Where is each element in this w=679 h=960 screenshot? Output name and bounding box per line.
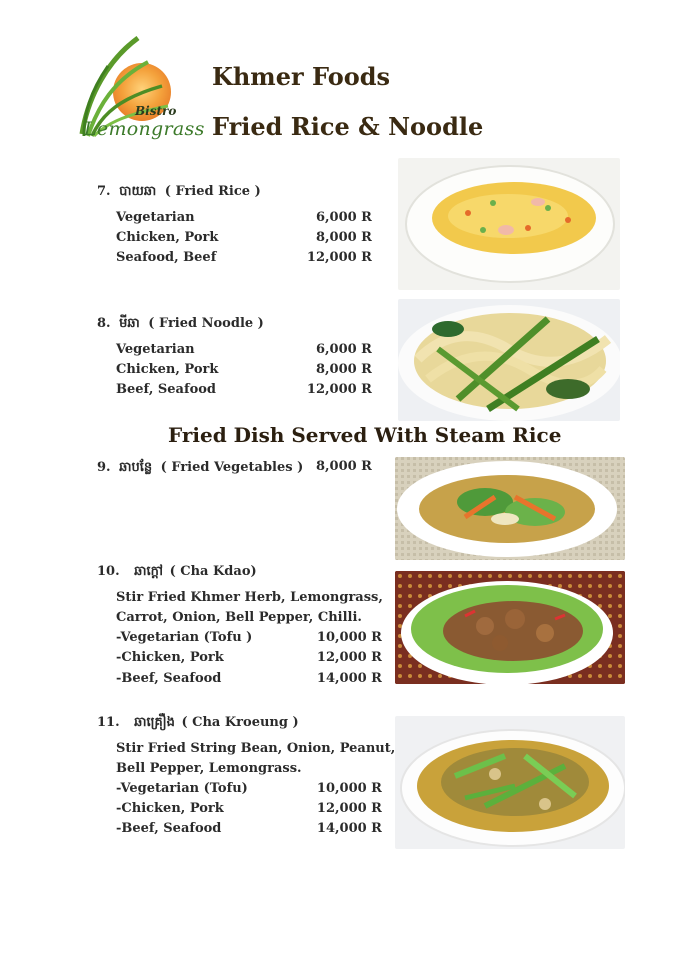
- item-english-name: ( Cha Kroeung ): [181, 715, 299, 730]
- menu-row-name: -Vegetarian (Tofu): [116, 781, 248, 796]
- item-8-title: [97, 315, 264, 334]
- item-khmer-name: ឆាបន្លែ: [119, 460, 153, 475]
- item-number: 7.: [97, 184, 111, 199]
- menu-row-name: Chicken, Pork: [116, 362, 219, 377]
- item-7-title: [97, 183, 261, 202]
- item-khmer-name: មីឆា: [119, 316, 140, 331]
- item-description: Stir Fried String Bean, Onion, Peanut,: [116, 741, 396, 756]
- menu-row-name: Beef, Seafood: [116, 382, 216, 397]
- item-10-title: [97, 563, 257, 582]
- menu-row-name: -Chicken, Pork: [116, 801, 224, 816]
- menu-row-price: 12,000 R: [306, 382, 372, 397]
- item-khmer-name: ឆាក្ដៅ: [134, 564, 164, 579]
- menu-row-price: 12,000 R: [316, 650, 382, 665]
- page-title: Khmer Foods: [212, 62, 391, 91]
- menu-row-price: 12,000 R: [316, 801, 382, 816]
- cha-kdao-photo: [395, 571, 625, 684]
- item-english-name: ( Cha Kdao): [169, 564, 257, 579]
- menu-row-name: Vegetarian: [116, 210, 195, 225]
- menu-row-price: 10,000 R: [316, 630, 382, 645]
- logo-bistro-text: Bistro: [135, 104, 177, 118]
- item-number: 9.: [97, 460, 111, 475]
- item-english-name: ( Fried Vegetables ): [160, 460, 304, 475]
- item-11-title: [97, 714, 299, 733]
- menu-row-price: 12,000 R: [306, 250, 372, 265]
- item-english-name: ( Fried Noodle ): [148, 316, 264, 331]
- fried-noodle-photo: [398, 299, 620, 421]
- item-description: Stir Fried Khmer Herb, Lemongrass,: [116, 590, 383, 605]
- menu-row-name: -Beef, Seafood: [116, 821, 222, 836]
- item-9-title: [97, 459, 303, 478]
- menu-row-price: 10,000 R: [316, 781, 382, 796]
- menu-row-price: 8,000 R: [315, 230, 372, 245]
- item-khmer-name: បាយឆា: [119, 184, 157, 199]
- item-number: 10.: [97, 564, 120, 579]
- menu-row-name: Vegetarian: [116, 342, 195, 357]
- item-number: 11.: [97, 715, 120, 730]
- menu-row-price: 6,000 R: [315, 342, 372, 357]
- menu-row-name: -Beef, Seafood: [116, 671, 222, 686]
- menu-row-price: 14,000 R: [316, 821, 382, 836]
- section-heading: Fried Dish Served With Steam Rice: [168, 423, 562, 447]
- menu-row-name: -Vegetarian (Tofu ): [116, 630, 253, 645]
- item-number: 8.: [97, 316, 111, 331]
- menu-row-price: 14,000 R: [316, 671, 382, 686]
- page-subtitle: Fried Rice & Noodle: [212, 112, 484, 141]
- menu-row-name: Chicken, Pork: [116, 230, 219, 245]
- menu-row-name: Seafood, Beef: [116, 250, 217, 265]
- menu-row-name: -Chicken, Pork: [116, 650, 224, 665]
- item-english-name: ( Fried Rice ): [164, 184, 261, 199]
- menu-row-price: 8,000 R: [315, 459, 372, 474]
- fried-vegetables-photo: [395, 457, 625, 560]
- logo-name-text: Lemongrass: [84, 118, 205, 140]
- item-khmer-name: ឆាគ្រឿង: [134, 715, 175, 730]
- menu-row-price: 8,000 R: [315, 362, 372, 377]
- fried-rice-photo: [398, 158, 620, 290]
- menu-row-price: 6,000 R: [315, 210, 372, 225]
- cha-kroeung-photo: [395, 716, 625, 849]
- item-description: Bell Pepper, Lemongrass.: [116, 761, 302, 776]
- item-description: Carrot, Onion, Bell Pepper, Chilli.: [116, 610, 362, 625]
